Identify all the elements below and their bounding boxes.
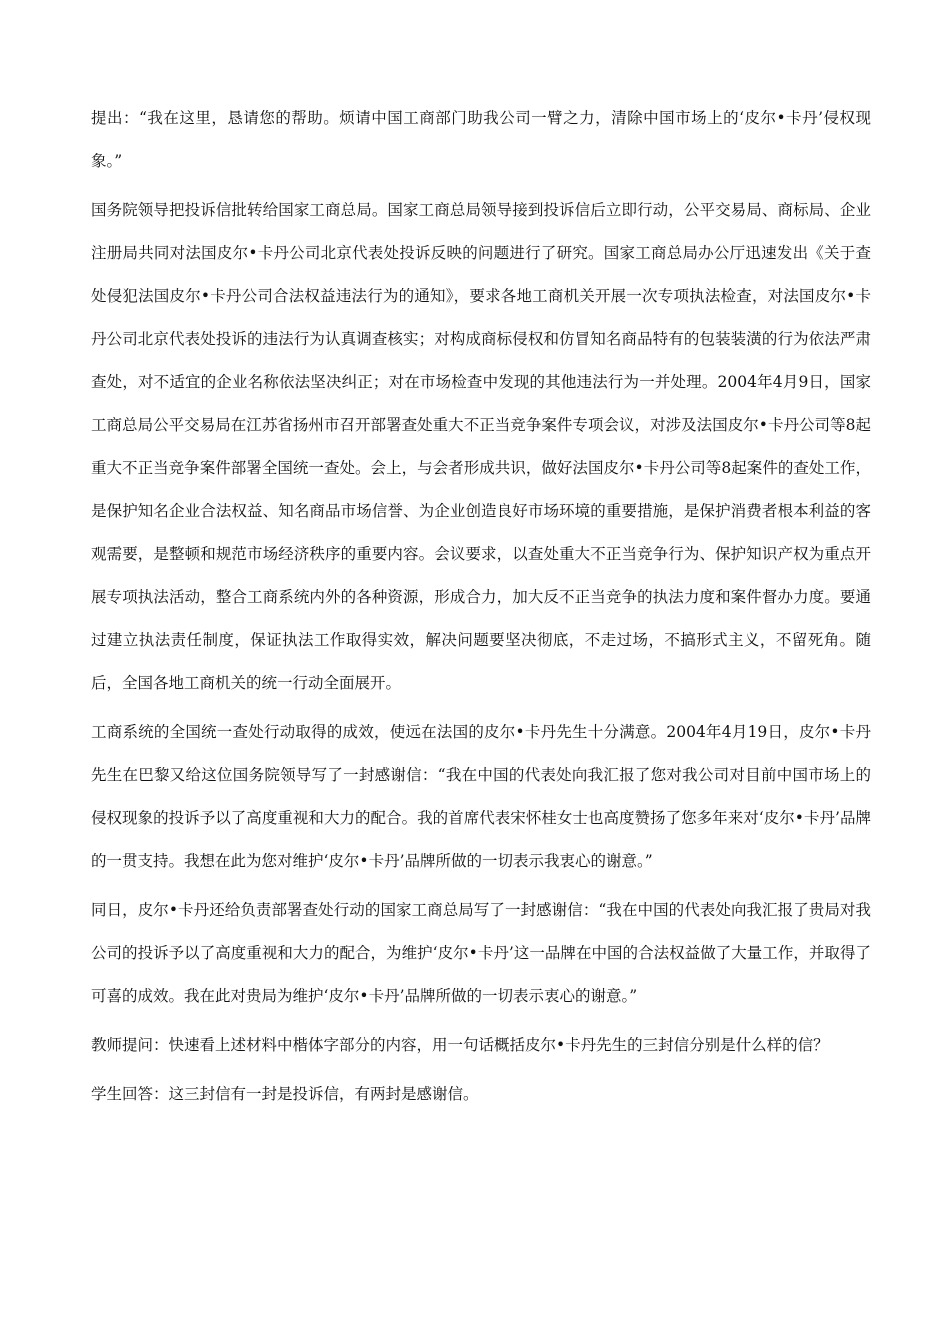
paragraph-teacher-question: 教师提问：快速看上述材料中楷体字部分的内容，用一句话概括皮尔•卡丹先生的三封信分别是什么样的信？	[91, 1036, 829, 1054]
document-body	[91, 97, 871, 1122]
paragraph-thank-you-letter-saic: 同日，皮尔•卡丹还给负责部署查处行动的国家工商总局写了一封感谢信：“我在中国的代表处向我汇报了贵局对我公司的投诉予以了高度重视和大力的配合，为维护‘皮尔•卡丹’这一品牌在中国的合法权益做了大量工作，并取得了可喜的成效。我在此对贵局为维护‘皮尔•卡丹’品牌所做的一切表示衷心的谢意。”	[91, 901, 871, 1005]
paragraph-student-answer: 学生回答：这三封信有一封是投诉信，有两封是感谢信。	[91, 1085, 479, 1103]
paragraph-complaint-quote: 提出：“我在这里，恳请您的帮助。烦请中国工商部门助我公司一臂之力，清除中国市场上的‘皮尔•卡丹’侵权现象。”	[91, 109, 871, 170]
paragraph-thank-you-letter-state-council: 工商系统的全国统一查处行动取得的成效，使远在法国的皮尔•卡丹先生十分满意。2004年4月19日，皮尔•卡丹先生在巴黎又给这位国务院领导写了一封感谢信：“我在中国的代表处向我汇报了您对我公司对目前中国市场上的侵权现象的投诉予以了高度重视和大力的配合。我的首席代表宋怀桂女士也高度赞扬了您多年来对‘皮尔•卡丹’品牌的一贯支持。我想在此为您对维护‘皮尔•卡丹’品牌所做的一切表示我衷心的谢意。”	[91, 723, 871, 870]
paragraph-saic-action: 国务院领导把投诉信批转给国家工商总局。国家工商总局领导接到投诉信后立即行动，公平交易局、商标局、企业注册局共同对法国皮尔•卡丹公司北京代表处投诉反映的问题进行了研究。国家工商总局办公厅迅速发出《关于查处侵犯法国皮尔•卡丹公司合法权益违法行为的通知》，要求各地工商机关开展一次专项执法检查，对法国皮尔•卡丹公司北京代表处投诉的违法行为认真调查核实；对构成商标侵权和仿冒知名商品特有的包装装潢的行为依法严肃查处，对不适宜的企业名称依法坚决纠正；对在市场检查中发现的其他违法行为一并处理。2004年4月9日，国家工商总局公平交易局在江苏省扬州市召开部署查处重大不正当竞争案件专项会议，对涉及法国皮尔•卡丹公司等8起重大不正当竞争案件部署全国统一查处。会上，与会者形成共识，做好法国皮尔•卡丹公司等8起案件的查处工作，是保护知名企业合法权益、知名商品市场信誉、为企业创造良好市场环境的重要措施，是保护消费者根本利益的客观需要，是整顿和规范市场经济秩序的重要内容。会议要求，以查处重大不正当竞争行为、保护知识产权为重点开展专项执法活动，整合工商系统内外的各种资源，形成合力，加大反不正当竞争的执法力度和案件督办力度。要通过建立执法责任制度，保证执法工作取得实效，解决问题要坚决彻底，不走过场，不搞形式主义，不留死角。随后，全国各地工商机关的统一行动全面展开。	[91, 201, 871, 692]
